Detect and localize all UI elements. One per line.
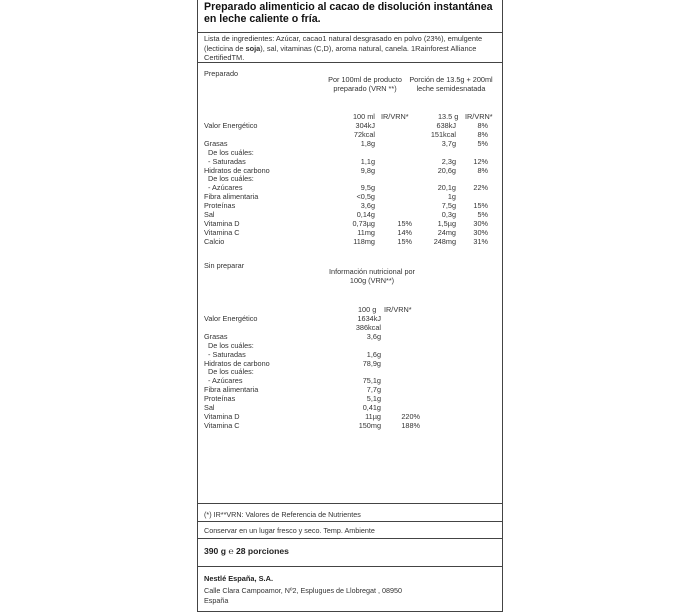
prepared-sub-irvrn-2: IR/VRN*: [465, 112, 493, 121]
value-per-portion: 1g: [447, 192, 456, 202]
value-per-100g: 7,7g: [366, 385, 381, 395]
value-per-100ml: 9,8g: [360, 165, 375, 175]
nutrient-name: De los cuáles:: [208, 367, 254, 377]
nutrient-name: Calcio: [204, 236, 225, 246]
storage-instructions: Conservar en un lugar fresco y seco. Temp. Ambiente: [204, 526, 375, 535]
value-per-portion: 0,3g: [441, 210, 456, 219]
irvrn-per-portion: 22%: [473, 183, 488, 193]
value-per-100g: 11µg: [365, 411, 381, 421]
nutrient-name: - Azúcares: [208, 376, 243, 386]
value-per-100ml: 9,5g: [360, 183, 375, 193]
divider: [198, 62, 502, 63]
nutrient-name: Fibra alimentaria: [204, 192, 259, 202]
nutrient-name: De los cuáles:: [208, 340, 254, 350]
irvrn-per-100g: 220%: [401, 411, 420, 421]
irvrn-per-100ml: 15%: [397, 236, 412, 246]
value-per-portion: 2,3g: [441, 156, 456, 166]
nutrient-name: Fibra alimentaria: [204, 385, 259, 395]
divider: [198, 566, 502, 567]
irvrn-per-portion: 8%: [477, 165, 488, 175]
prepared-label: Preparado: [204, 69, 239, 78]
divider: [198, 521, 502, 522]
irvrn-per-portion: 8%: [477, 121, 488, 130]
nutrient-name: - Saturadas: [208, 349, 246, 359]
value-per-100g: 78,9g: [362, 358, 381, 368]
value-per-portion: 20,1g: [437, 183, 456, 193]
prepared-sub-irvrn-1: IR/VRN*: [381, 112, 409, 121]
irvrn-per-100g: 188%: [401, 420, 420, 430]
prepared-col2-header: Porción de 13.5g + 200ml leche semidesnatada: [409, 75, 493, 93]
value-per-100g: 0,41g: [362, 403, 381, 412]
nutrient-name: Vitamina C: [204, 420, 240, 430]
company-name: Nestlé España, S.A.: [204, 574, 274, 583]
irvrn-per-portion: 30%: [473, 227, 488, 237]
divider: [198, 32, 502, 33]
value-per-portion: 20,6g: [437, 165, 456, 175]
value-per-100g: 75,1g: [362, 376, 381, 386]
weight-value: 390 g: [204, 546, 226, 556]
value-per-100ml: 3,6g: [360, 201, 375, 211]
value-per-portion: 1,5µg: [437, 218, 456, 228]
value-per-portion: 151kcal: [430, 129, 456, 139]
nutrient-name: Grasas: [204, 138, 228, 148]
value-per-100g: 3,6g: [366, 331, 381, 341]
nutrient-name: Vitamina D: [204, 218, 240, 228]
value-per-portion: 24mg: [437, 227, 456, 237]
nutrient-name: - Saturadas: [208, 156, 246, 166]
value-per-100ml: 1,8g: [360, 138, 375, 148]
irvrn-per-portion: 8%: [477, 129, 488, 139]
footnote: (*) IR**VRN: Valores de Referencia de Nutrientes: [204, 510, 361, 519]
ingredients-part1: Lista de ingredientes: Azúcar, cacao1 natural desgrasado en polvo (23%), emulgente (lecticina de: [204, 34, 483, 53]
unprepared-sub-100g: 100 g: [358, 305, 377, 314]
value-per-100ml: 72kcal: [353, 129, 375, 139]
nutrition-label-card: [197, 0, 503, 612]
nutrient-name: Hidratos de carbono: [204, 165, 270, 175]
nutrient-name: De los cuáles:: [208, 147, 254, 157]
prepared-sub-13g: 13.5 g: [438, 112, 459, 121]
nutrient-name: Proteínas: [204, 201, 236, 211]
product-title: Preparado alimenticio al cacao de disolución instantánea en leche caliente o fría.: [204, 1, 493, 26]
value-per-100ml: 11mg: [357, 227, 375, 237]
nutrient-name: De los cuáles:: [208, 174, 254, 184]
company-country: España: [204, 596, 229, 605]
portions: 28 porciones: [235, 546, 289, 556]
nutrient-name: Proteínas: [204, 394, 236, 404]
unprepared-header: Información nutricional por 100g (VRN**): [329, 267, 415, 285]
estimated-sign: ℮: [228, 546, 234, 556]
irvrn-per-portion: 15%: [473, 201, 488, 211]
prepared-col1-header: Por 100ml de producto preparado (VRN **): [328, 75, 402, 93]
net-weight: [204, 546, 289, 556]
ingredients-text: [204, 34, 500, 63]
ingredients-allergen: soja: [245, 43, 261, 53]
irvrn-per-portion: 5%: [477, 138, 488, 148]
irvrn-per-portion: 12%: [473, 156, 488, 166]
nutrient-name: Vitamina D: [204, 411, 240, 421]
value-per-portion: 638kJ: [436, 121, 456, 130]
irvrn-per-100ml: 14%: [397, 227, 412, 237]
nutrient-name: Vitamina C: [204, 227, 240, 237]
nutrient-name: Grasas: [204, 331, 228, 341]
value-per-100ml: 0,73µg: [352, 218, 375, 228]
value-per-portion: 248mg: [433, 236, 456, 246]
nutrient-name: Sal: [204, 403, 215, 412]
value-per-portion: 7,5g: [441, 201, 456, 211]
irvrn-per-portion: 5%: [477, 210, 488, 219]
value-per-100ml: 118mg: [353, 236, 375, 246]
value-per-100g: 1,6g: [366, 349, 381, 359]
irvrn-per-portion: 31%: [473, 236, 488, 246]
divider: [198, 503, 502, 504]
nutrient-name: - Azúcares: [208, 183, 243, 193]
prepared-sub-100ml: 100 ml: [353, 112, 375, 121]
value-per-100g: 386kcal: [355, 322, 381, 332]
unprepared-sub-irvrn: IR/VRN*: [384, 305, 412, 314]
value-per-100ml: 0,14g: [356, 210, 375, 219]
value-per-100g: 150mg: [358, 420, 381, 430]
divider: [198, 538, 502, 539]
value-per-100ml: 1,1g: [360, 156, 375, 166]
irvrn-per-portion: 30%: [473, 218, 488, 228]
ingredients-part2: ), sal, vitaminas (C,D), aroma natural, canela. 1Rainforest Alliance CertifiedTM.: [204, 43, 477, 63]
value-per-100ml: 304kJ: [355, 121, 375, 130]
irvrn-per-100ml: 15%: [397, 218, 412, 228]
nutrient-name: Valor Energético: [204, 121, 258, 130]
unprepared-label: Sin preparar: [204, 261, 245, 270]
value-per-100g: 1634kJ: [357, 314, 381, 323]
nutrient-name: Hidratos de carbono: [204, 358, 270, 368]
company-address: Calle Clara Campoamor, Nº2, Esplugues de Llobregat , 08950: [204, 586, 402, 595]
nutrient-name: Valor Energético: [204, 314, 258, 323]
value-per-100g: 5,1g: [366, 394, 381, 404]
value-per-portion: 3,7g: [441, 138, 456, 148]
nutrient-name: Sal: [204, 210, 215, 219]
value-per-100ml: <0,5g: [356, 192, 375, 202]
